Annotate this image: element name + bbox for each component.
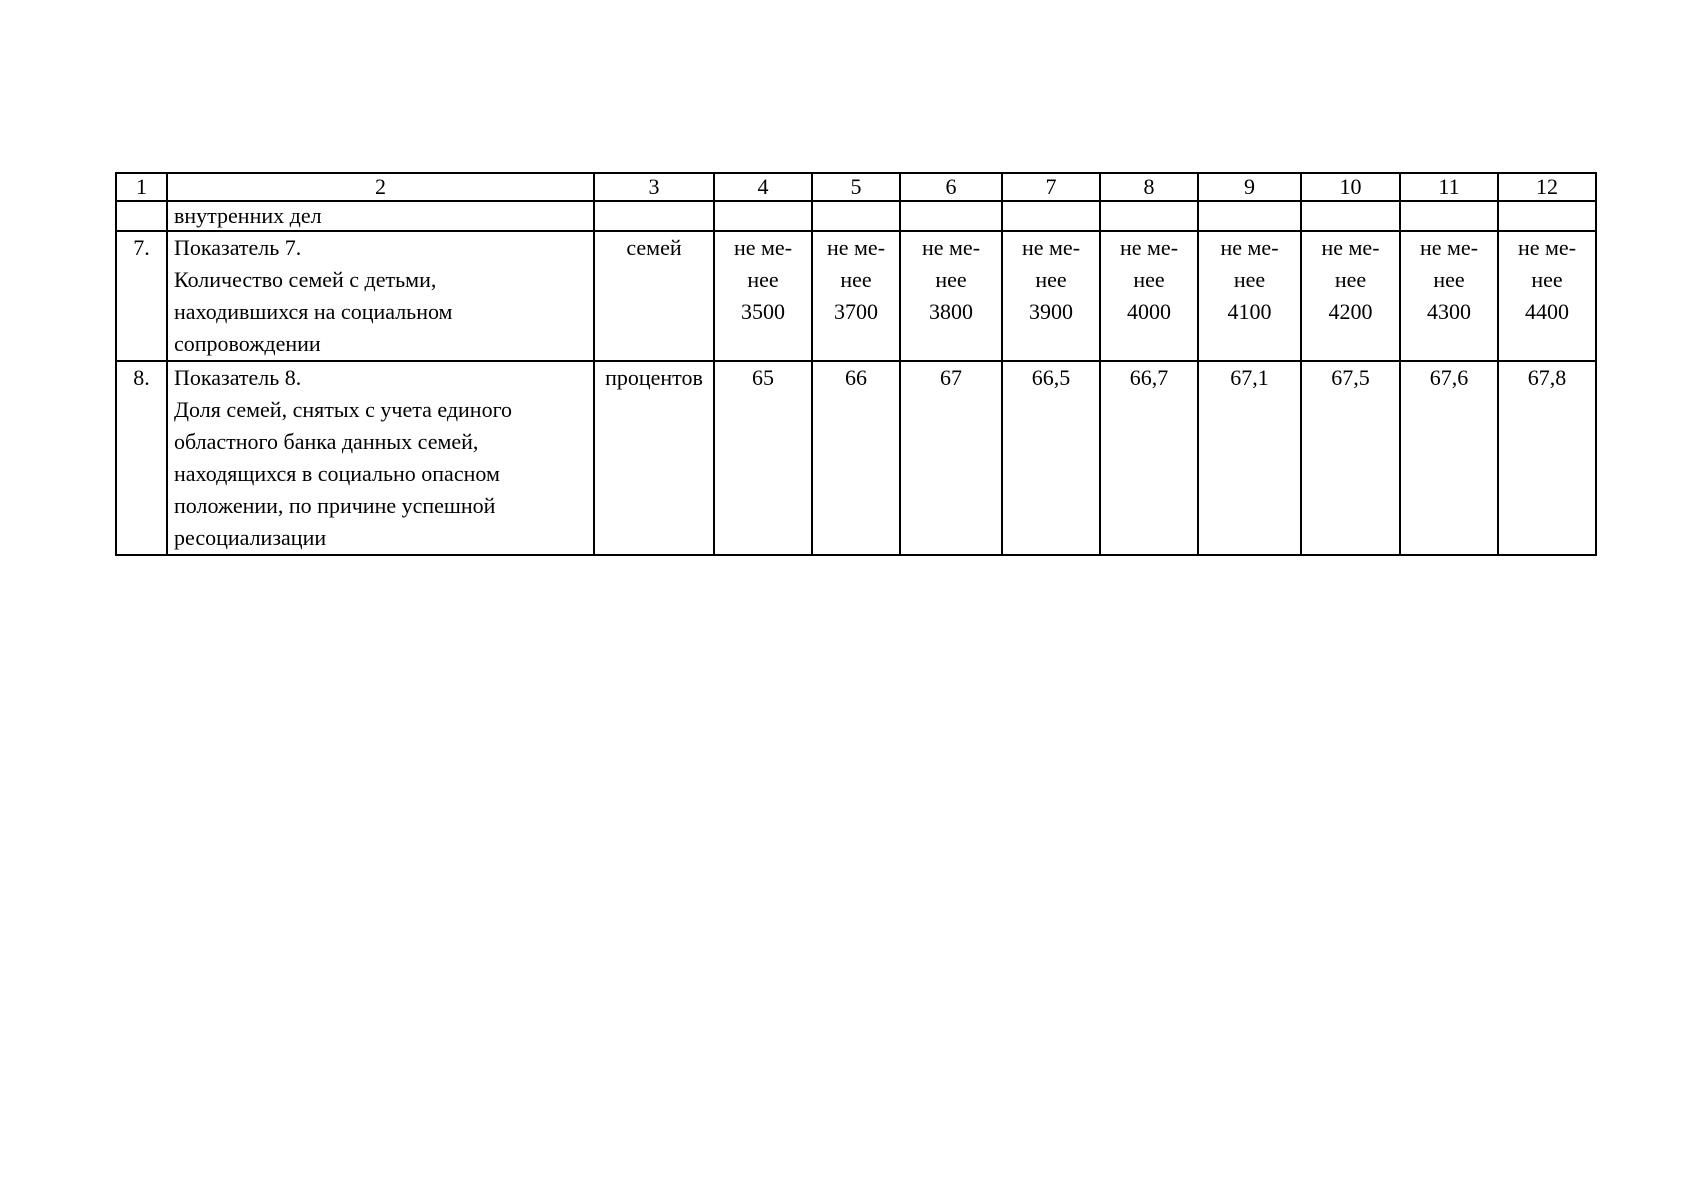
value-line: нее <box>1035 267 1067 292</box>
column-header: 12 <box>1498 173 1596 201</box>
column-header: 4 <box>714 173 812 201</box>
unit-cell: семей <box>594 231 714 361</box>
indicator-name-line: положении, по причине успешной <box>174 493 496 518</box>
column-header: 5 <box>812 173 900 201</box>
value-line: не ме- <box>1517 235 1577 260</box>
value-cell: 66,5 <box>1002 361 1100 555</box>
value-cell <box>1498 231 1596 361</box>
value-cell <box>1400 201 1498 231</box>
indicator-name-cell: внутренних дел <box>167 201 594 231</box>
value-line: 4100 <box>1227 299 1272 324</box>
value-line: 3500 <box>741 299 785 324</box>
column-header: 1 <box>116 173 167 201</box>
value-cell <box>714 231 812 361</box>
row-number-cell: 7. <box>116 231 167 361</box>
indicator-name-line: находящихся в социально опасном <box>174 461 500 486</box>
value-cell: 67,6 <box>1400 361 1498 555</box>
column-header: 9 <box>1198 173 1301 201</box>
value-cell <box>1002 231 1100 361</box>
row-number-cell: 8. <box>116 361 167 555</box>
value-cell: 67,8 <box>1498 361 1596 555</box>
value-line: нее <box>840 267 872 292</box>
indicator-name-line: находившихся на социальном <box>174 299 453 324</box>
value-line: 3900 <box>1029 299 1073 324</box>
column-header: 8 <box>1100 173 1198 201</box>
value-cell <box>900 201 1002 231</box>
value-line: 3700 <box>834 299 878 324</box>
indicator-name-line: сопровождении <box>174 331 321 356</box>
table-row-indicator-7 <box>116 231 1596 361</box>
value-cell: 67 <box>900 361 1002 555</box>
value-cell <box>812 201 900 231</box>
indicator-name-line: Показатель 8. <box>174 365 302 390</box>
indicator-name-cell <box>167 231 594 361</box>
column-header: 11 <box>1400 173 1498 201</box>
indicator-name-line: Количество семей с детьми, <box>174 267 437 292</box>
value-line: 4000 <box>1127 299 1171 324</box>
value-cell: 65 <box>714 361 812 555</box>
value-line: 3800 <box>929 299 973 324</box>
value-line: не ме- <box>1021 235 1081 260</box>
value-cell <box>1198 201 1301 231</box>
value-line: не ме- <box>1119 235 1179 260</box>
value-line: не ме- <box>921 235 981 260</box>
value-cell <box>1002 201 1100 231</box>
value-cell <box>1301 231 1400 361</box>
value-cell: 67,1 <box>1198 361 1301 555</box>
column-header: 2 <box>167 173 594 201</box>
value-line: нее <box>747 267 779 292</box>
value-line: не ме- <box>733 235 793 260</box>
value-cell <box>812 231 900 361</box>
continuation-row <box>116 201 1596 231</box>
value-cell: 66,7 <box>1100 361 1198 555</box>
column-header: 7 <box>1002 173 1100 201</box>
table-row-indicator-8 <box>116 361 1596 555</box>
value-cell <box>900 231 1002 361</box>
indicator-name-cell <box>167 361 594 555</box>
column-header: 3 <box>594 173 714 201</box>
value-cell <box>1100 201 1198 231</box>
value-cell <box>1400 231 1498 361</box>
value-line: нее <box>1133 267 1165 292</box>
column-number-header-row <box>116 173 1596 201</box>
value-cell <box>1498 201 1596 231</box>
indicator-name-line: Доля семей, снятых с учета единого <box>174 397 513 422</box>
value-line: нее <box>1334 267 1367 292</box>
value-cell <box>1100 231 1198 361</box>
unit-cell <box>594 201 714 231</box>
value-line: нее <box>1433 267 1465 292</box>
indicator-name-line: областного банка данных семей, <box>174 429 479 454</box>
value-cell <box>1198 231 1301 361</box>
value-line: не ме- <box>1220 235 1279 260</box>
column-header: 10 <box>1301 173 1400 201</box>
value-line: нее <box>935 267 967 292</box>
value-line: нее <box>1233 267 1266 292</box>
value-cell <box>714 201 812 231</box>
value-line: не ме- <box>1321 235 1380 260</box>
value-line: 4300 <box>1427 299 1471 324</box>
value-line: нее <box>1531 267 1563 292</box>
indicators-table <box>115 172 1597 556</box>
value-cell: 66 <box>812 361 900 555</box>
column-header: 6 <box>900 173 1002 201</box>
unit-cell: процентов <box>594 361 714 555</box>
value-line: не ме- <box>1419 235 1479 260</box>
value-cell <box>1301 201 1400 231</box>
row-number-cell <box>116 201 167 231</box>
value-cell: 67,5 <box>1301 361 1400 555</box>
value-line: 4200 <box>1328 299 1373 324</box>
value-line: 4400 <box>1525 299 1569 324</box>
indicator-name-line: Показатель 7. <box>174 235 302 260</box>
indicator-name-line: ресоциализации <box>174 525 327 550</box>
value-line: не ме- <box>826 235 886 260</box>
